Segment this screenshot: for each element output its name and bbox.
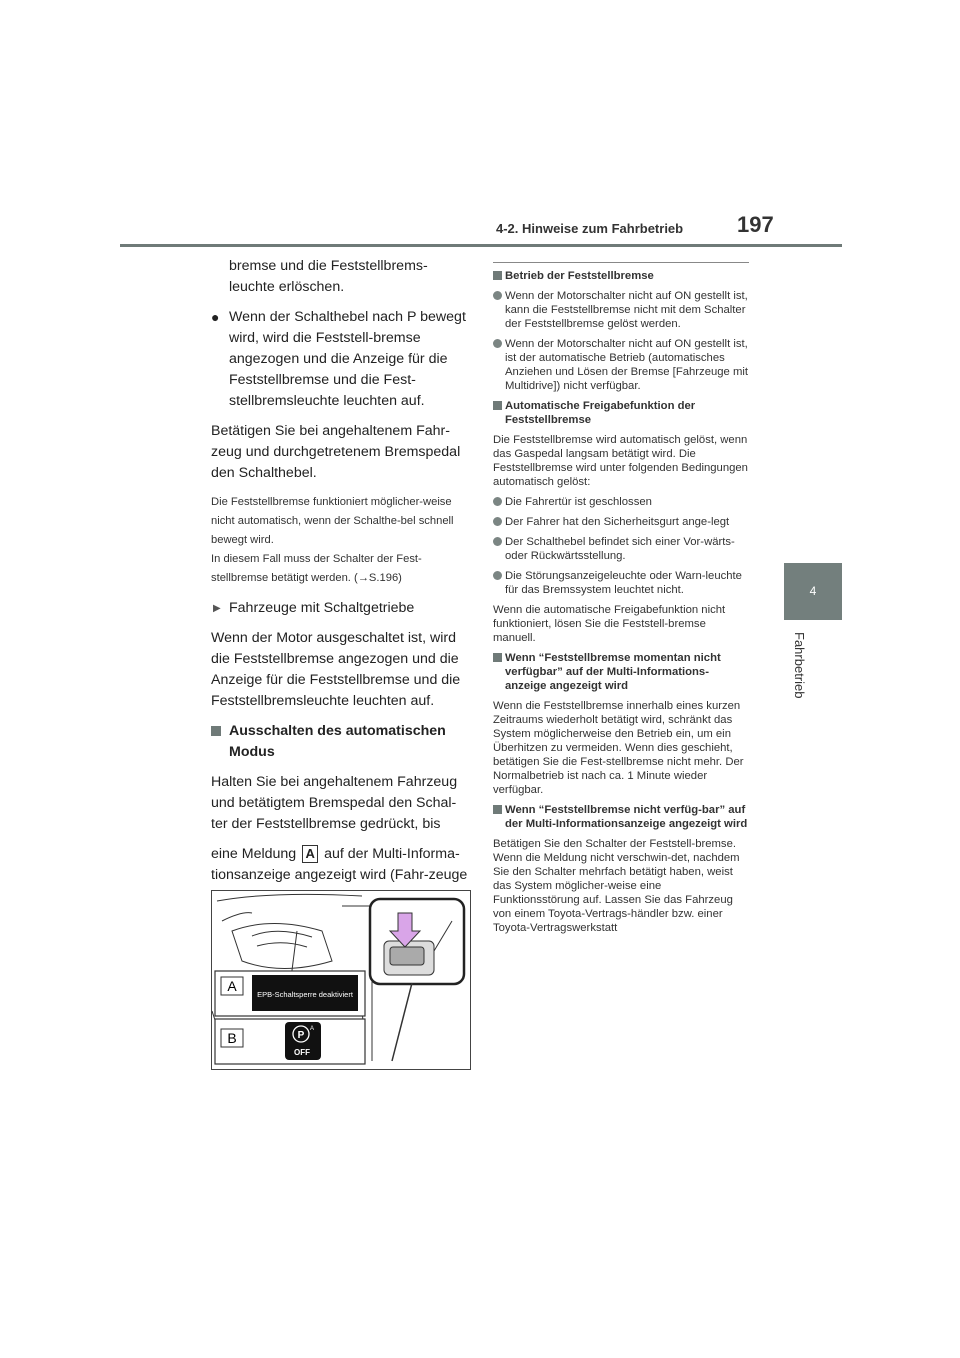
square-bullet-icon xyxy=(493,653,502,662)
right-column xyxy=(493,262,749,941)
divider xyxy=(493,262,749,263)
square-bullet-icon xyxy=(493,271,502,280)
epb-message: EPB-Schaltsperre deaktiviert xyxy=(257,990,353,999)
note-text: In diesem Fall muss der Schalter der Fest-stellbremse betätigt werden. (→S.196) xyxy=(211,553,422,584)
bullet-dot-icon: ● xyxy=(211,309,220,325)
list-item xyxy=(493,495,749,509)
subheading-text: Fahrzeuge mit Schaltgetriebe xyxy=(229,600,415,616)
triangle-right-icon: ▶ xyxy=(213,603,221,614)
bullet-dot-icon xyxy=(493,517,502,526)
indicator-letter: P xyxy=(297,1030,305,1041)
section-heading xyxy=(493,803,749,831)
item-text: Die Fahrertür ist geschlossen xyxy=(505,496,652,508)
list-item xyxy=(493,535,749,563)
chapter-label: Fahrbetrieb xyxy=(792,632,807,699)
header-rule xyxy=(120,244,842,247)
panel-b xyxy=(215,1019,365,1064)
paragraph: Die Feststellbremse wird automatisch gelöst, wenn das Gaspedal langsam betätigt wird. Die Feststellbremse wird unter folgenden Bedingungen automatisch gelöst: xyxy=(493,434,748,488)
label-a-box: A xyxy=(302,845,318,863)
panel-a-label: A xyxy=(227,978,237,994)
heading-text: Betrieb der Feststellbremse xyxy=(505,270,654,282)
item-text: Der Schalthebel befindet sich einer Vor-wärts- oder Rückwärtsstellung. xyxy=(505,536,735,562)
panel-a xyxy=(215,971,365,1016)
list-item xyxy=(493,569,749,597)
heading-text: Wenn “Feststellbremse momentan nicht verfügbar” auf der Multi-Informations-anzeige angezeigt wird xyxy=(505,652,721,692)
paragraph: Wenn die automatische Freigabefunktion nicht funktioniert, lösen Sie die Feststell-bremse manuell. xyxy=(493,604,726,644)
bullet-dot-icon xyxy=(493,571,502,580)
heading-text: Automatische Freigabefunktion der Feststellbremse xyxy=(505,400,696,426)
item-text: Die Störungsanzeigeleuchte oder Warn-leuchte für das Bremssystem leuchtet nicht. xyxy=(505,570,742,596)
indicator-off: OFF xyxy=(294,1048,310,1057)
paragraph: bremse und die Feststellbrems-leuchte erlöschen. xyxy=(229,258,428,295)
square-bullet-icon xyxy=(493,401,502,410)
dashboard-illustration xyxy=(212,891,470,1069)
section-heading xyxy=(211,721,469,763)
heading-text: Ausschalten des automatischen Modus xyxy=(229,723,446,760)
section-title: 4-2. Hinweise zum Fahrbetrieb xyxy=(496,221,684,236)
switch-inset xyxy=(370,899,464,984)
heading-text: Wenn “Feststellbremse nicht verfüg-bar” auf der Multi-Informationsanzeige angezeigt wird xyxy=(505,804,748,830)
dashboard-figure xyxy=(211,890,471,1070)
list-item xyxy=(493,337,749,393)
chapter-tab: 4 xyxy=(784,563,842,620)
item-text: Wenn der Motorschalter nicht auf ON gestellt ist, kann die Feststellbremse nicht mit dem Schalter der Feststellbremse gelöst werden. xyxy=(505,290,748,330)
paragraph: Wenn der Motor ausgeschaltet ist, wird die Feststellbremse angezogen und die Anzeige für die Feststellbremse und die Feststellbremsleuchte leuchten auf. xyxy=(211,630,461,709)
subheading xyxy=(211,598,469,619)
bullet-dot-icon xyxy=(493,339,502,348)
text-run: eine Meldung xyxy=(211,846,297,862)
indicator-sup: A xyxy=(309,1026,315,1032)
panel-b-label: B xyxy=(227,1030,237,1046)
note-text: Die Feststellbremse funktioniert möglicher-weise nicht automatisch, wenn der Schalthe-bel schnell bewegt wird. xyxy=(211,496,454,546)
section-heading xyxy=(493,269,749,283)
text-run: auf der Multi-Informa-tionsanzeige angezeigt wird (Fahr-zeuge xyxy=(211,846,468,883)
item-text: Wenn der Motorschalter nicht auf ON gestellt ist, ist der automatische Betrieb (automatisches Anziehen und Lösen der Bremse [Fahrzeuge mit Multidrive]) nicht verfügbar. xyxy=(505,338,749,392)
bullet-dot-icon xyxy=(493,497,502,506)
section-heading xyxy=(493,651,749,693)
bullet-text: Wenn der Schalthebel nach P bewegt wird, wird die Feststell-bremse angezogen und die Anzeige für die Feststellbremse und die Fest-stellbremsleuchte leuchten auf. xyxy=(229,309,466,409)
bullet-dot-icon xyxy=(493,537,502,546)
paragraph: Betätigen Sie bei angehaltenem Fahr-zeug und durchgetretenem Bremspedal den Schalthebel. xyxy=(211,423,461,481)
paragraph: Halten Sie bei angehaltenem Fahrzeug und betätigtem Bremspedal den Schal-ter der Feststellbremse gedrückt, bis xyxy=(211,774,458,832)
square-bullet-icon xyxy=(493,805,502,814)
paragraph: Wenn die Feststellbremse innerhalb eines kurzen Zeitraums wiederholt betätigt wird, schränkt das System möglicherweise den Betrieb ein, um ein Überhitzen zu vermeiden. Wenn dies geschieht, betätigen Sie die Fest-stellbremse nicht mehr. Der Normalbetrieb ist nach ca. 1 Minute wieder verfügbar. xyxy=(493,700,744,796)
bullet-item xyxy=(211,307,469,412)
left-column xyxy=(211,256,469,967)
item-text: Der Fahrer hat den Sicherheitsgurt ange-legt xyxy=(505,516,730,528)
square-bullet-icon xyxy=(211,726,221,736)
bullet-dot-icon xyxy=(493,291,502,300)
page-number: 197 xyxy=(737,212,774,237)
note-block xyxy=(211,493,469,588)
list-item xyxy=(493,515,749,529)
paragraph: Betätigen Sie den Schalter der Feststell-bremse. Wenn die Meldung nicht verschwin-det, nachdem Sie den Schalter mehrfach betätigt haben, weist das System möglicher-weise eine Funktionsstörung auf. Lassen Sie das Fahrzeug von einem Toyota-Vertrags-händler bzw. einer Toyota-Vertragswerkstatt xyxy=(493,838,740,934)
list-item xyxy=(493,289,749,331)
section-heading xyxy=(493,399,749,427)
